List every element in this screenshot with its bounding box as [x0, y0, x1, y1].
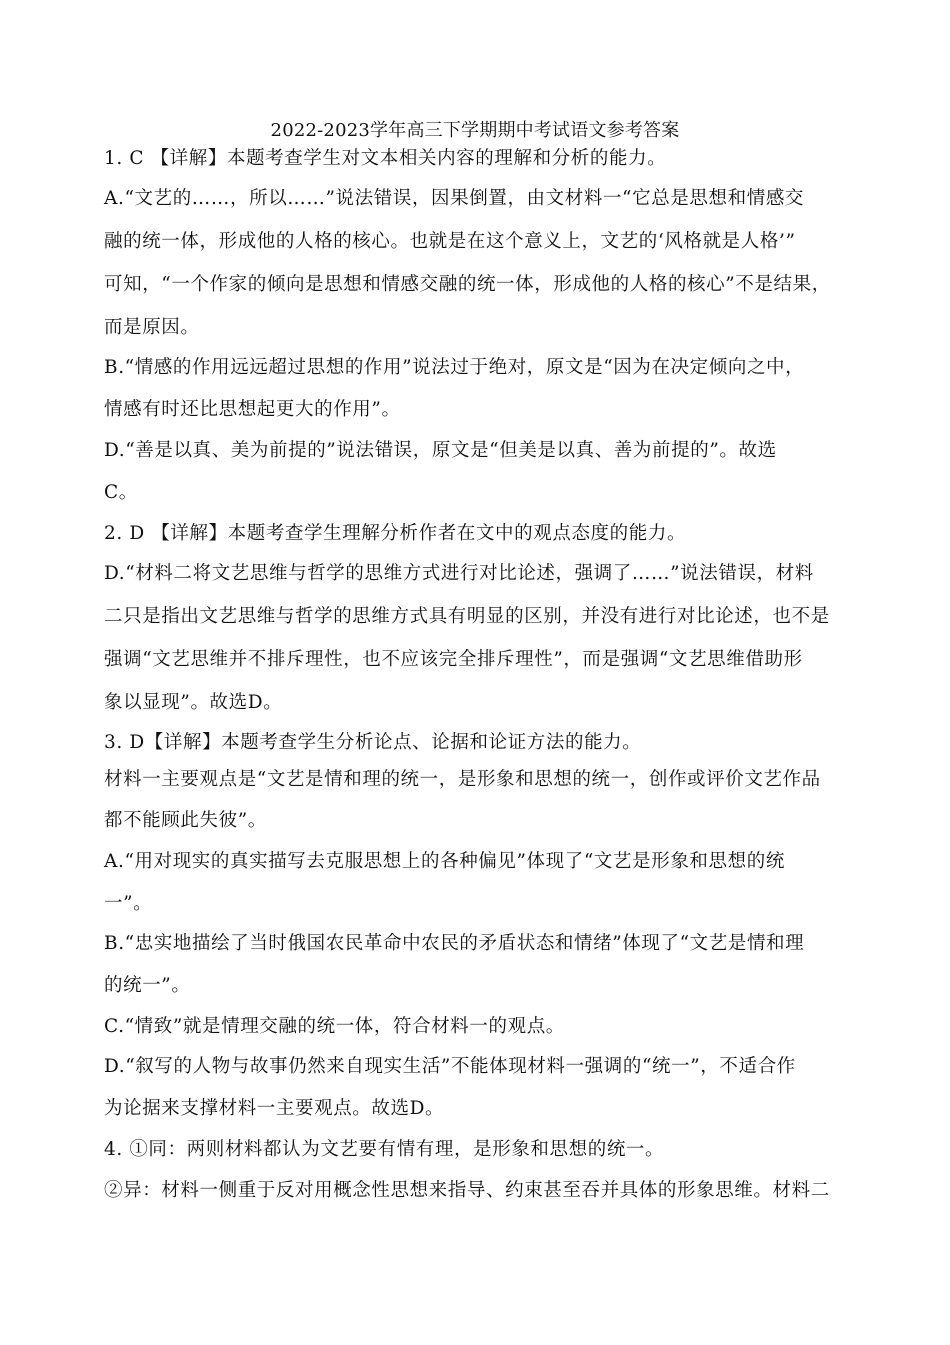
q2-option-d-line-3: 强调“文艺思维并不排斥理性，也不应该完全排斥理性”，而是强调“文艺思维借助形	[104, 649, 803, 670]
q1-option-a-line-3: 可知，“一个作家的倾向是思想和情感交融的统一体，形成他的人格的核心”不是结果，	[104, 274, 831, 295]
q3-main-view-line-2: 都不能顾此失彼”。	[104, 810, 267, 831]
q1-option-a-line-2: 融的统一体，形成他的人格的核心。也就是在这个意义上，文艺的‘风格就是人格’”	[104, 231, 796, 252]
q1-answer-line: 1. C 【详解】本题考查学生对文本相关内容的理解和分析的能力。	[104, 148, 667, 169]
q3-option-c-line: C.“情致”就是情理交融的统一体，符合材料一的观点。	[104, 1016, 565, 1037]
q2-option-d-line-1: D.“材料二将文艺思维与哲学的思维方式进行对比论述，强调了……”说法错误，材料	[104, 563, 814, 584]
q3-option-b-line-1: B.“忠实地描绘了当时俄国农民革命中农民的矛盾状态和情绪”体现了“文艺是情和理	[104, 933, 805, 954]
q3-main-view-line-1: 材料一主要观点是“文艺是情和理的统一，是形象和思想的统一，创作或评价文艺作品	[104, 769, 821, 790]
q2-option-d-line-4: 象以显现”。故选D。	[104, 692, 283, 713]
q3-option-a-line-1: A.“用对现实的真实描写去克服思想上的各种偏见”体现了“文艺是形象和思想的统	[104, 851, 785, 872]
q1-option-b-line-2: 情感有时还比思想起更大的作用”。	[104, 399, 401, 420]
q3-answer-line: 3. D【详解】本题考查学生分析论点、论据和论证方法的能力。	[104, 732, 642, 753]
q1-option-b-line-1: B.“情感的作用远远超过思想的作用”说法过于绝对，原文是“因为在决定倾向之中，	[104, 357, 805, 378]
q2-answer-line: 2. D 【详解】本题考查学生理解分析作者在文中的观点态度的能力。	[104, 523, 687, 544]
q1-option-d-line-1: D.“善是以真、美为前提的”说法错误，原文是“但美是以真、善为前提的”。故选	[104, 440, 777, 461]
q1-option-a-line-4: 而是原因。	[104, 317, 200, 338]
document-title: 2022-2023学年高三下学期期中考试语文参考答案	[270, 120, 680, 141]
q3-option-b-line-2: 的统一”。	[104, 975, 191, 996]
q2-option-d-line-2: 二只是指出文艺思维与哲学的思维方式具有明显的区别，并没有进行对比论述，也不是	[104, 606, 830, 627]
q1-option-d-line-2: C。	[104, 482, 138, 503]
q3-option-a-line-2: 一”。	[104, 893, 153, 914]
q1-option-a-line-1: A.“文艺的……，所以……”说法错误，因果倒置，由文材料一“它总是思想和情感交	[104, 188, 805, 209]
q3-option-d-line-2: 为论据来支撑材料一主要观点。故选D。	[104, 1098, 445, 1119]
q4-answer-line-2: ②异：材料一侧重于反对用概念性思想来指导、约束甚至吞并具体的形象思维。材料二	[104, 1180, 830, 1201]
q3-option-d-line-1: D.“叙写的人物与故事仍然来自现实生活”不能体现材料一强调的“统一”，不适合作	[104, 1056, 796, 1077]
q4-answer-line-1: 4. ①同：两则材料都认为文艺要有情有理，是形象和思想的统一。	[104, 1139, 665, 1160]
